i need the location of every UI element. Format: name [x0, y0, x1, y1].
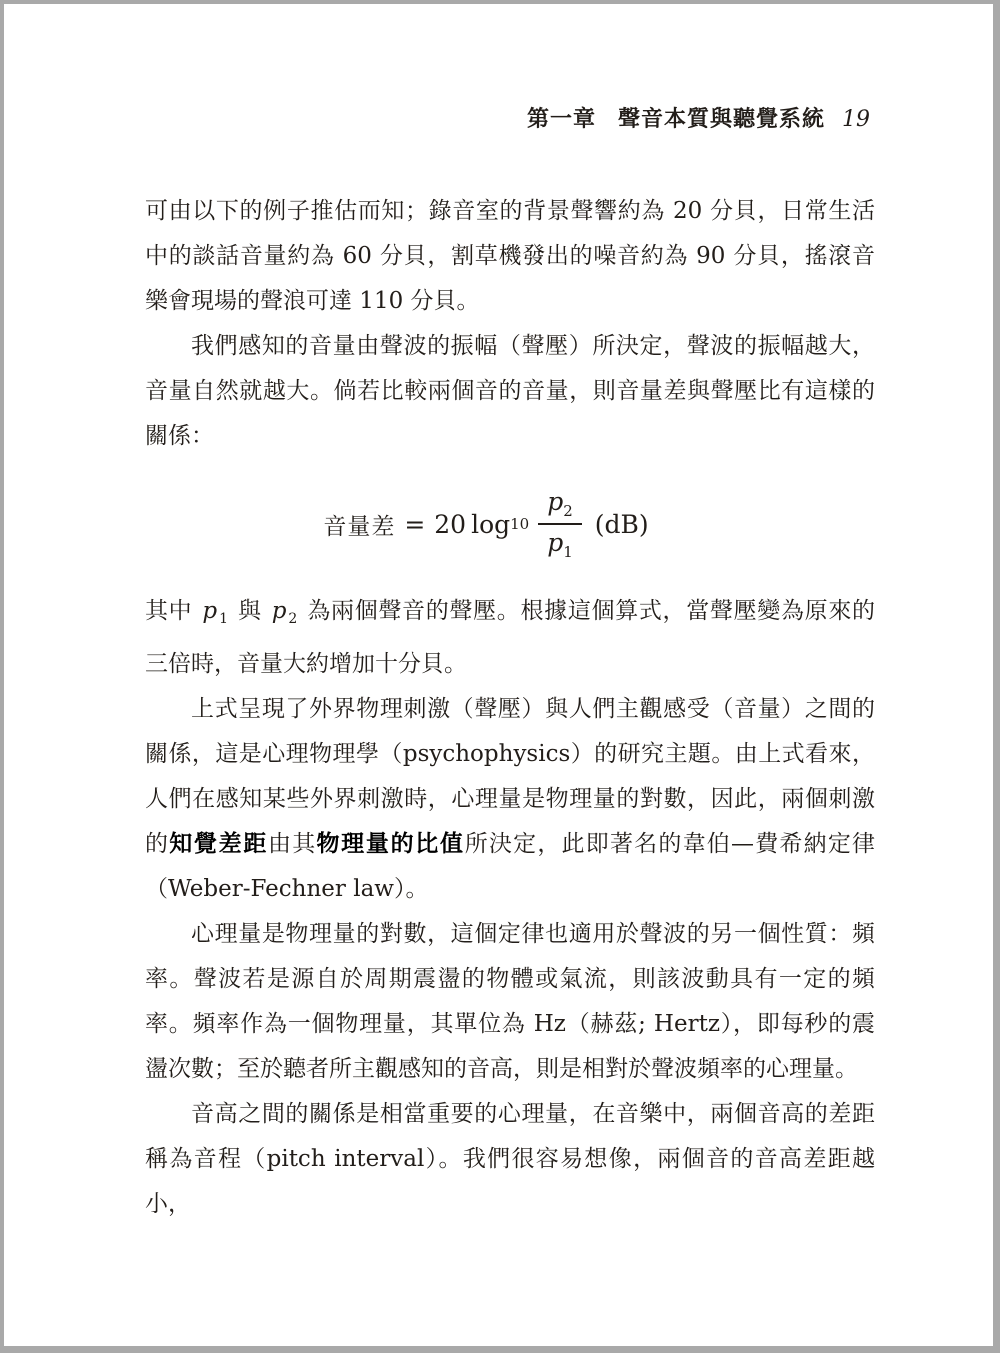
denominator-subscript: 1	[563, 543, 573, 561]
equals-sign: =	[404, 509, 426, 539]
denominator-variable: p	[547, 528, 564, 557]
numerator-variable: p	[547, 487, 564, 517]
page-number: 19	[842, 107, 870, 132]
text-run: 2	[288, 611, 298, 627]
formula-lhs: 音量差	[323, 513, 396, 540]
log-function: log	[471, 509, 511, 539]
text-run: 1	[219, 611, 229, 627]
formula-coefficient: 20	[434, 509, 467, 539]
emphasis-text: 知覺差距	[169, 831, 269, 857]
paragraph	[145, 189, 875, 324]
loudness-difference-formula	[323, 486, 648, 562]
text-run: 為兩個聲音的聲壓。根據這個算式，當聲壓變為原來的三倍時，音量大約增加十分貝。	[145, 598, 876, 677]
text-run: 可由以下的例子推估而知；錄音室的背景聲響約為 20 分貝，日常生活中的談話音量約為 60 分貝，割草機發出的噪音約為 90 分貝，搖滾音樂會現場的聲浪可達 110 分貝。	[145, 198, 875, 314]
paragraph-group-top	[145, 189, 875, 459]
fraction-numerator	[538, 486, 582, 525]
chapter-label: 第一章	[526, 106, 596, 132]
text-run: 音高之間的關係是相當重要的心理量，在音樂中，兩個音高的差距稱為音程（pitch interval）。我們很容易想像，兩個音的音高差距越小，	[145, 1101, 875, 1217]
paragraph	[145, 324, 875, 459]
paragraph	[145, 1092, 875, 1227]
text-run: 與	[230, 598, 270, 624]
numerator-subscript: 2	[563, 502, 573, 521]
text-run: 我們感知的音量由聲波的振幅（聲壓）所決定，聲波的振幅越大，音量自然就越大。倘若比較兩個音的音量，則音量差與聲壓比有這樣的關係：	[145, 333, 875, 449]
formula-block	[145, 459, 875, 589]
chapter-title: 聲音本質與聽覺系統	[617, 106, 825, 132]
book-page	[4, 4, 993, 1346]
text-run: 上式呈現了外界物理刺激（聲壓）與人們主觀感受（音量）之間的關係，這是心理物理學（psychophysics）的研究主題。由上式看來，人們在感知某些外界刺激時，心理量是物理量的對數，因此，兩個刺激的	[145, 696, 875, 857]
emphasis-text: 物理量的比值	[316, 831, 465, 857]
decibel-unit: (dB)	[594, 509, 649, 539]
running-header	[527, 102, 870, 133]
text-run: 心理量是物理量的對數，這個定律也適用於聲波的另一個性質：頻率。聲波若是源自於周期震盪的物體或氣流，則該波動具有一定的頻率。頻率作為一個物理量，其單位為 Hz（赫茲; Hertz），即每秒的震盪次數；至於聽者所主觀感知的音高，則是相對於聲波頻率的心理量。	[145, 921, 875, 1082]
text-run: p	[202, 598, 218, 624]
text-run: 由其	[268, 831, 317, 857]
body-text	[145, 189, 875, 1227]
pressure-ratio-fraction	[538, 486, 582, 562]
paragraph	[145, 912, 875, 1092]
text-run: 所決定，此即著名的韋伯—費希納定律（Weber-Fechner law）。	[145, 831, 876, 902]
text-run: p	[271, 598, 287, 624]
paragraph-group-bottom	[145, 589, 875, 1227]
paragraph	[145, 687, 875, 912]
paragraph	[145, 589, 875, 687]
text-run: 其中	[145, 598, 201, 624]
fraction-denominator	[547, 525, 573, 562]
log-base: 10	[510, 515, 530, 533]
